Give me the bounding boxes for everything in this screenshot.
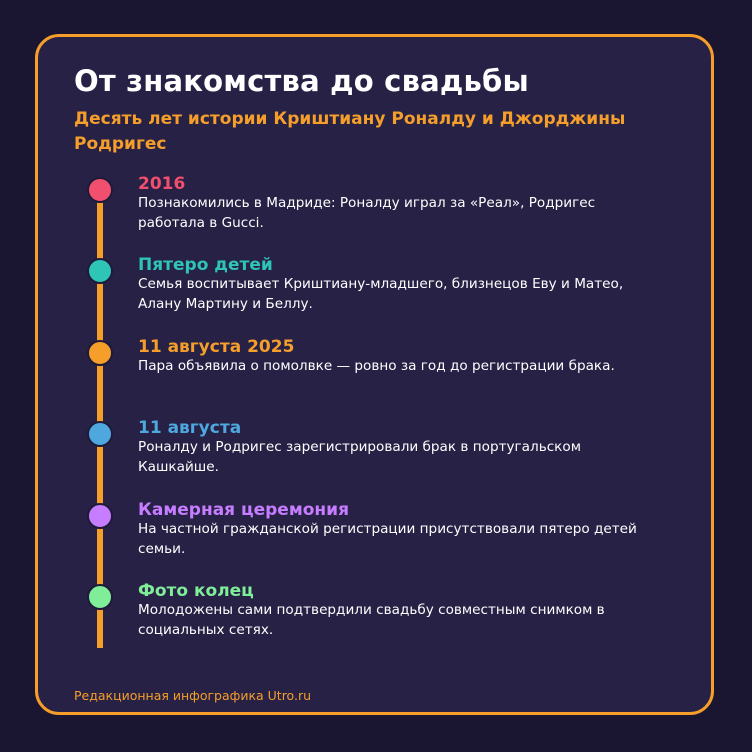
footer-credit: Редакционная инфографика Utro.ru [74,688,312,703]
event-title-engagement: 11 августа 2025 [138,337,295,357]
timeline-dot-rings-photo [87,584,113,610]
page-title: От знакомства до свадьбы [74,64,529,98]
event-description-engagement: Пара объявила о помолвке — ровно за год до регистрации брака. [138,358,615,374]
page-subtitle: Десять лет истории Криштиану Роналду и Джорджины Родригес [74,109,626,154]
event-description-2016: Познакомились в Мадриде: Роналду играл за «Реал», Родригес работала в Gucci. [138,195,596,231]
event-title-2016: 2016 [138,174,186,194]
timeline-dot-marriage [87,421,113,447]
event-title-marriage: 11 августа [138,418,242,438]
timeline-dot-ceremony [87,503,113,529]
timeline-dot-engagement [87,340,113,366]
event-description-rings-photo: Молодожены сами подтвердили свадьбу совместным снимком в социальных сетях. [138,602,605,638]
event-description-ceremony: На частной гражданской регистрации присутствовали пятеро детей семьи. [138,521,637,557]
event-description-children: Семья воспитывает Криштиану-младшего, близнецов Еву и Матео, Алану Мартину и Беллу. [138,276,624,312]
timeline-dot-2016 [87,177,113,203]
event-title-rings-photo: Фото колец [138,581,254,601]
event-title-children: Пятеро детей [138,255,273,275]
timeline-dot-children [87,258,113,284]
event-title-ceremony: Камерная церемония [138,500,349,520]
event-description-marriage: Роналду и Родригес зарегистрировали брак в португальском Кашкайше. [138,439,581,475]
